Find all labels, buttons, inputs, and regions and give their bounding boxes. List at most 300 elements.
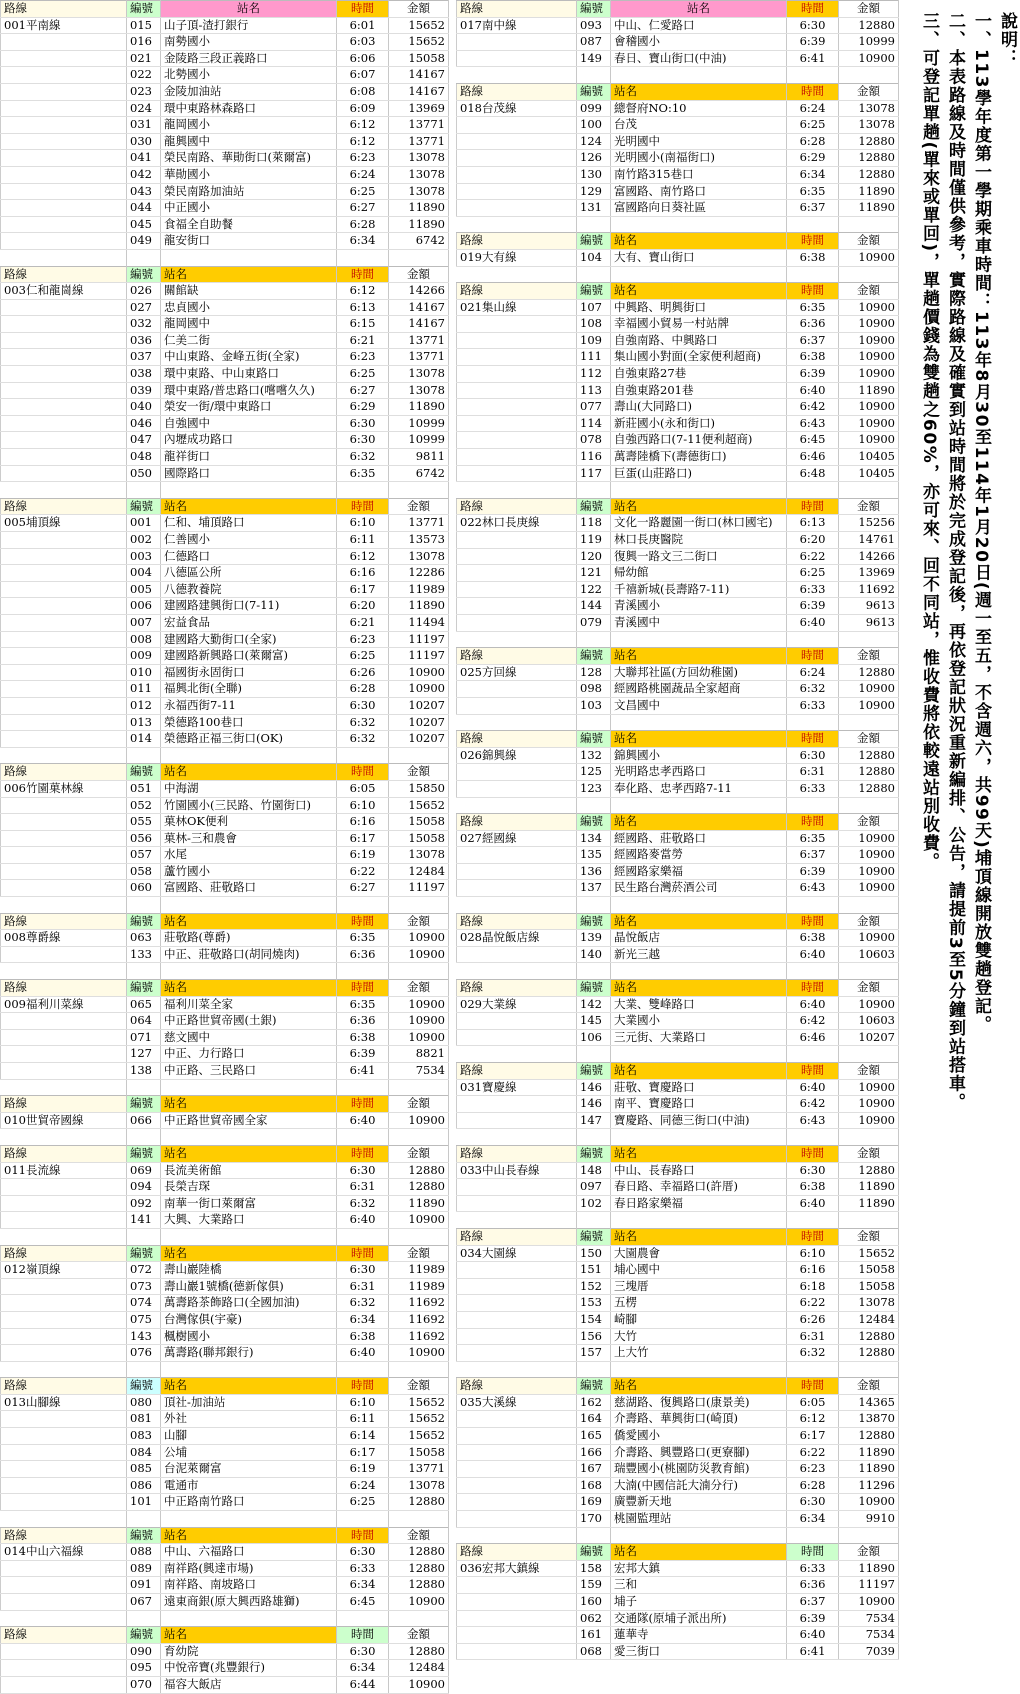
route-header-row	[457, 1228, 899, 1245]
spacer-cell	[389, 1228, 449, 1245]
stop-time: 6:34	[787, 1511, 839, 1528]
route-name-empty	[1, 316, 127, 333]
stop-name: 光明國小(南福街口)	[611, 150, 787, 167]
stop-time: 6:16	[337, 814, 389, 831]
spacer-cell	[337, 1228, 389, 1245]
stop-fare: 12286	[389, 565, 449, 582]
route-name-empty	[1, 847, 127, 864]
code-header-label: 編號	[577, 1228, 611, 1245]
route-name: 025方回線	[457, 664, 577, 681]
stop-fare: 10999	[839, 34, 899, 51]
spacer-cell	[577, 482, 611, 499]
stop-time: 6:36	[787, 316, 839, 333]
spacer-cell	[337, 482, 389, 499]
stop-name: 建國路建興街口(7-11)	[161, 598, 337, 615]
route-spacer	[1, 1228, 449, 1245]
stop-time: 6:30	[337, 1643, 389, 1660]
stop-name: 萬壽陸橋下(壽德街口)	[611, 449, 787, 466]
route-spacer	[457, 67, 899, 84]
stop-code: 064	[127, 1013, 161, 1030]
spacer-cell	[127, 897, 161, 914]
stop-row	[1, 1444, 449, 1461]
stop-fare: 12880	[839, 1162, 899, 1179]
stop-row	[1, 565, 449, 582]
route-name: 029大業線	[457, 996, 577, 1013]
time-header-label: 時間	[787, 1145, 839, 1162]
stop-time: 6:11	[337, 532, 389, 549]
stop-fare: 11890	[839, 382, 899, 399]
spacer-cell	[577, 1361, 611, 1378]
stop-time: 6:40	[787, 1627, 839, 1644]
stop-fare: 10900	[839, 930, 899, 947]
stop-row	[457, 614, 899, 631]
stop-code: 088	[127, 1544, 161, 1561]
stop-time: 6:40	[787, 1079, 839, 1096]
stop-time: 6:43	[787, 880, 839, 897]
stop-code: 159	[577, 1577, 611, 1594]
stop-name: 蓮華寺	[611, 1627, 787, 1644]
route-name-empty	[1, 465, 127, 482]
station-header-label: 站名	[161, 1096, 337, 1113]
time-header-label: 時間	[337, 1145, 389, 1162]
stop-code: 144	[577, 598, 611, 615]
stop-fare: 10900	[839, 1079, 899, 1096]
stop-name: 寶慶路、同德三街口(中油)	[611, 1112, 787, 1129]
spacer-cell	[839, 67, 899, 84]
stop-code: 147	[577, 1112, 611, 1129]
stop-name: 自強東路201巷	[611, 382, 787, 399]
time-header-label: 時間	[787, 83, 839, 100]
code-header-label: 編號	[577, 731, 611, 748]
route-header-label: 路線	[457, 648, 577, 665]
route-spacer	[457, 1129, 899, 1146]
route-name: 011長流線	[1, 1162, 127, 1179]
route-name-empty	[1, 100, 127, 117]
route-name-empty	[1, 1345, 127, 1362]
route-name-empty	[1, 697, 127, 714]
route-name-empty	[1, 50, 127, 67]
stop-fare: 10900	[389, 1212, 449, 1229]
route-name-empty	[1, 1195, 127, 1212]
stop-row	[1, 1013, 449, 1030]
stop-name: 自強國中	[161, 415, 337, 432]
spacer-cell	[337, 963, 389, 980]
stop-time: 6:31	[337, 1179, 389, 1196]
stop-fare: 12880	[389, 1179, 449, 1196]
stop-name: 中正路南竹路口	[161, 1494, 337, 1511]
stop-code: 111	[577, 349, 611, 366]
stop-code: 129	[577, 183, 611, 200]
stop-time: 6:25	[337, 183, 389, 200]
spacer-cell	[161, 1129, 337, 1146]
stop-fare: 13771	[389, 1461, 449, 1478]
route-name-empty	[1, 299, 127, 316]
route-name-empty	[457, 449, 577, 466]
route-name-empty	[1, 34, 127, 51]
spacer-cell	[389, 747, 449, 764]
stop-row	[457, 17, 899, 34]
stop-code: 065	[127, 996, 161, 1013]
route-spacer	[1, 249, 449, 266]
stop-row	[1, 1643, 449, 1660]
stop-time: 6:37	[787, 200, 839, 217]
route-name-empty	[1, 797, 127, 814]
stop-name: 台灣傢俱(宇豪)	[161, 1311, 337, 1328]
stop-fare: 13078	[389, 150, 449, 167]
stop-code: 106	[577, 1029, 611, 1046]
route-name: 035大溪線	[457, 1394, 577, 1411]
stop-fare: 10900	[839, 316, 899, 333]
route-name-empty	[1, 565, 127, 582]
amount-header-label: 金額	[389, 764, 449, 781]
amount-header-label: 金額	[389, 1627, 449, 1644]
stop-name: 華勛國小	[161, 166, 337, 183]
route-name-empty	[457, 863, 577, 880]
route-header-row	[457, 1063, 899, 1080]
stop-fare: 15652	[389, 1394, 449, 1411]
stop-name: 青溪國中	[611, 614, 787, 631]
amount-header-label: 金額	[839, 648, 899, 665]
station-header-label: 站名	[611, 731, 787, 748]
spacer-cell	[1, 897, 127, 914]
stop-name: 壽山巖陸橋	[161, 1262, 337, 1279]
stop-fare: 9811	[389, 449, 449, 466]
stop-time: 6:17	[337, 1444, 389, 1461]
spacer-cell	[787, 963, 839, 980]
stop-name: 慈文國中	[161, 1029, 337, 1046]
stop-code: 133	[127, 946, 161, 963]
stop-time: 6:10	[337, 515, 389, 532]
stop-code: 125	[577, 764, 611, 781]
stop-fare: 12880	[839, 747, 899, 764]
route-header-row	[1, 1627, 449, 1644]
route-name-empty	[1, 1444, 127, 1461]
stop-fare: 12880	[839, 17, 899, 34]
stop-time: 6:40	[787, 1195, 839, 1212]
stop-fare: 10900	[839, 880, 899, 897]
stop-name: 介壽路、興豐路口(更寮腳)	[611, 1444, 787, 1461]
stop-fare: 13078	[839, 100, 899, 117]
stop-code: 099	[577, 100, 611, 117]
spacer-cell	[1, 1610, 127, 1627]
stop-name: 榮德路100巷口	[161, 714, 337, 731]
stop-name: 奉化路、忠孝西路7-11	[611, 780, 787, 797]
right-schedule-column	[456, 0, 898, 1660]
stop-name: 遠東商銀(原大興西路雄獅)	[161, 1594, 337, 1611]
spacer-cell	[389, 1610, 449, 1627]
stop-fare: 14167	[389, 316, 449, 333]
route-name-empty	[1, 332, 127, 349]
stop-row	[1, 946, 449, 963]
stop-fare: 10900	[389, 1013, 449, 1030]
spacer-cell	[389, 1129, 449, 1146]
stop-row	[457, 1013, 899, 1030]
spacer-cell	[839, 714, 899, 731]
stop-row	[457, 200, 899, 217]
amount-header-label: 金額	[389, 913, 449, 930]
stop-code: 069	[127, 1162, 161, 1179]
spacer-cell	[127, 1079, 161, 1096]
stop-fare: 7534	[389, 1063, 449, 1080]
route-name: 031寶慶線	[457, 1079, 577, 1096]
stop-row	[457, 249, 899, 266]
stop-code: 058	[127, 863, 161, 880]
stop-code: 079	[577, 614, 611, 631]
stop-row	[457, 548, 899, 565]
spacer-cell	[787, 1361, 839, 1378]
stop-fare: 10900	[839, 1112, 899, 1129]
route-spacer	[457, 266, 899, 283]
spacer-cell	[787, 67, 839, 84]
stop-row	[1, 648, 449, 665]
stop-time: 6:38	[337, 1328, 389, 1345]
stop-fare: 11890	[839, 1444, 899, 1461]
stop-time: 6:45	[337, 1594, 389, 1611]
stop-name: 環中東路/普忠路口(嚐嚐久久)	[161, 382, 337, 399]
stop-code: 015	[127, 17, 161, 34]
spacer-cell	[839, 963, 899, 980]
stop-code: 137	[577, 880, 611, 897]
spacer-cell	[457, 1527, 577, 1544]
stop-fare: 11197	[389, 880, 449, 897]
stop-name: 光明路忠孝西路口	[611, 764, 787, 781]
route-name-empty	[1, 1577, 127, 1594]
stop-time: 6:39	[787, 1610, 839, 1627]
stop-code: 006	[127, 598, 161, 615]
station-header-label: 站名	[611, 1, 787, 18]
stop-code: 148	[577, 1162, 611, 1179]
route-name-empty	[1, 1560, 127, 1577]
stop-code: 098	[577, 681, 611, 698]
stop-row	[1, 614, 449, 631]
route-name-empty	[457, 133, 577, 150]
stop-row	[1, 432, 449, 449]
spacer-cell	[611, 714, 787, 731]
stop-name: 瑞豐國小(桃園防災教育館)	[611, 1461, 787, 1478]
spacer-cell	[611, 1129, 787, 1146]
stop-row	[1, 532, 449, 549]
stop-fare: 10207	[389, 714, 449, 731]
stop-fare: 15652	[389, 1428, 449, 1445]
route-name-empty	[1, 614, 127, 631]
stop-row	[1, 1494, 449, 1511]
time-header-label: 時間	[337, 1378, 389, 1395]
stop-name: 榮民南路、華勛街口(萊爾富)	[161, 150, 337, 167]
stop-time: 6:13	[337, 299, 389, 316]
stop-fare: 10900	[839, 299, 899, 316]
stop-row	[457, 100, 899, 117]
stop-code: 046	[127, 415, 161, 432]
stop-code: 040	[127, 399, 161, 416]
stop-code: 168	[577, 1477, 611, 1494]
stop-name: 育幼院	[161, 1643, 337, 1660]
stop-time: 6:40	[337, 1345, 389, 1362]
route-name-empty	[1, 581, 127, 598]
route-name-empty	[1, 216, 127, 233]
stop-fare: 12880	[839, 133, 899, 150]
stop-time: 6:01	[337, 17, 389, 34]
stop-row	[1, 34, 449, 51]
stop-code: 055	[127, 814, 161, 831]
stop-time: 6:27	[337, 200, 389, 217]
stop-name: 大業國小	[611, 1013, 787, 1030]
stop-row	[457, 399, 899, 416]
stop-fare: 10900	[389, 681, 449, 698]
spacer-cell	[611, 67, 787, 84]
route-spacer	[1, 1079, 449, 1096]
code-header-label: 編號	[127, 266, 161, 283]
route-spacer	[457, 1212, 899, 1229]
stop-time: 6:38	[337, 1029, 389, 1046]
stop-row	[1, 465, 449, 482]
stop-name: 壽山(大同路口)	[611, 399, 787, 416]
stop-fare: 11692	[389, 1311, 449, 1328]
stop-code: 038	[127, 366, 161, 383]
stop-name: 慈湖路、復興路口(康景美)	[611, 1394, 787, 1411]
stop-code: 142	[577, 996, 611, 1013]
stop-row	[1, 697, 449, 714]
stop-row	[1, 332, 449, 349]
route-header-label: 路線	[1, 498, 127, 515]
route-name-empty	[1, 731, 127, 748]
stop-code: 104	[577, 249, 611, 266]
spacer-cell	[839, 1361, 899, 1378]
stop-code: 013	[127, 714, 161, 731]
stop-time: 6:45	[787, 432, 839, 449]
route-name: 013山腳線	[1, 1394, 127, 1411]
spacer-cell	[161, 1610, 337, 1627]
stop-row	[457, 581, 899, 598]
route-header-label: 路線	[457, 980, 577, 997]
route-spacer	[457, 897, 899, 914]
stop-fare: 13078	[839, 117, 899, 134]
stop-name: 經國路、莊敬路口	[611, 830, 787, 847]
stop-row	[1, 1311, 449, 1328]
stop-code: 083	[127, 1428, 161, 1445]
route-name-empty	[1, 880, 127, 897]
stop-name: 萬壽路茶飾路口(全國加油)	[161, 1295, 337, 1312]
stop-fare: 11692	[389, 1295, 449, 1312]
spacer-cell	[577, 714, 611, 731]
stop-fare: 10900	[839, 697, 899, 714]
stop-code: 118	[577, 515, 611, 532]
stop-row	[1, 1046, 449, 1063]
stop-name: 外社	[161, 1411, 337, 1428]
stop-time: 6:10	[337, 1394, 389, 1411]
stop-code: 024	[127, 100, 161, 117]
route-header-row	[1, 1096, 449, 1113]
code-header-label: 編號	[127, 913, 161, 930]
stop-code: 154	[577, 1311, 611, 1328]
route-name-empty	[1, 1179, 127, 1196]
stop-name: 龍安街口	[161, 233, 337, 250]
route-name-empty	[1, 1428, 127, 1445]
stop-name: 自強南路、中興路口	[611, 332, 787, 349]
note-item-2: 二、本表路線及時間僅供參考，實際路線及確實到站時間將於完成登記後，再依登記狀況重新編排、公告，請提前3至5分鐘到站搭車。	[945, 12, 965, 1112]
stop-time: 6:23	[337, 150, 389, 167]
code-header-label: 編號	[577, 1544, 611, 1561]
stop-name: 中山、長春路口	[611, 1162, 787, 1179]
amount-header-label: 金額	[839, 1063, 899, 1080]
stop-time: 6:32	[787, 681, 839, 698]
route-name-empty	[457, 1643, 577, 1660]
stop-row	[457, 1511, 899, 1528]
stop-row	[457, 946, 899, 963]
code-header-label: 編號	[577, 913, 611, 930]
route-name-empty	[457, 1477, 577, 1494]
station-header-label: 站名	[611, 980, 787, 997]
stop-time: 6:29	[787, 150, 839, 167]
stop-time: 6:37	[787, 847, 839, 864]
stop-row	[457, 415, 899, 432]
spacer-cell	[457, 482, 577, 499]
spacer-cell	[337, 1129, 389, 1146]
stop-code: 080	[127, 1394, 161, 1411]
route-name-empty	[1, 681, 127, 698]
amount-header-label: 金額	[389, 1145, 449, 1162]
spacer-cell	[1, 1511, 127, 1528]
stop-time: 6:38	[787, 1179, 839, 1196]
stop-time: 6:40	[787, 382, 839, 399]
stop-fare: 10900	[389, 946, 449, 963]
spacer-cell	[457, 216, 577, 233]
stop-time: 6:26	[787, 1311, 839, 1328]
stop-name: 桃園監理站	[611, 1511, 787, 1528]
stop-row	[1, 1328, 449, 1345]
route-name-empty	[457, 1428, 577, 1445]
route-name-empty	[457, 1096, 577, 1113]
stop-row	[1, 1577, 449, 1594]
route-spacer	[1, 1129, 449, 1146]
amount-header-label: 金額	[839, 283, 899, 300]
route-name-empty	[457, 946, 577, 963]
stop-time: 6:40	[787, 614, 839, 631]
spacer-cell	[839, 797, 899, 814]
stop-row	[1, 399, 449, 416]
stop-name: 錦興國小	[611, 747, 787, 764]
time-header-label: 時間	[787, 498, 839, 515]
spacer-cell	[611, 1046, 787, 1063]
spacer-cell	[161, 1361, 337, 1378]
stop-fare: 10900	[389, 664, 449, 681]
time-header-label: 時間	[337, 1527, 389, 1544]
stop-row	[1, 349, 449, 366]
stop-fare: 15652	[389, 34, 449, 51]
time-header-label: 時間	[337, 266, 389, 283]
note-item-1: 一、113學年度第一學期乘車時間：113年8月30至114年1月20日(週一至五，不含週六，共99天)埔頂線開放雙趟登記。	[971, 12, 991, 1035]
route-name-empty	[1, 1461, 127, 1478]
stop-fare: 15058	[389, 50, 449, 67]
stop-code: 092	[127, 1195, 161, 1212]
stop-fare: 10900	[839, 366, 899, 383]
time-header-label: 時間	[787, 1378, 839, 1395]
route-name: 022林口長庚線	[457, 515, 577, 532]
stop-name: 經國路家樂福	[611, 863, 787, 880]
spacer-cell	[1, 963, 127, 980]
spacer-cell	[577, 216, 611, 233]
stop-time: 6:14	[337, 1428, 389, 1445]
spacer-cell	[839, 1527, 899, 1544]
spacer-cell	[1, 1361, 127, 1378]
stop-row	[457, 1311, 899, 1328]
stop-name: 公埔	[161, 1444, 337, 1461]
stop-code: 068	[577, 1643, 611, 1660]
stop-fare: 10405	[839, 465, 899, 482]
stop-row	[1, 233, 449, 250]
code-header-label: 編號	[577, 1, 611, 18]
route-name-empty	[457, 166, 577, 183]
code-header-label: 編號	[577, 233, 611, 250]
